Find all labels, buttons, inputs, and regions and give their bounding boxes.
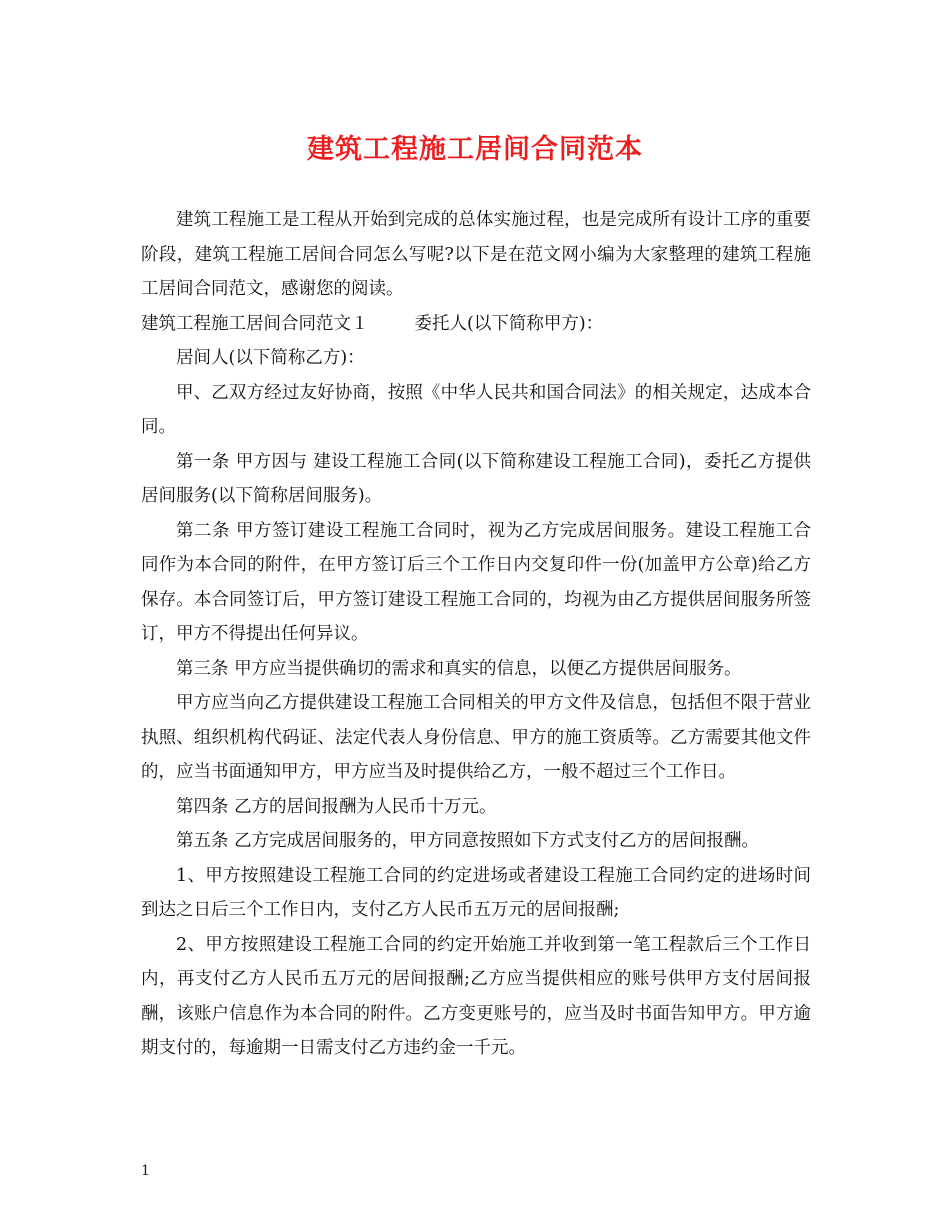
preamble-paragraph: 甲、乙双方经过友好协商，按照《中华人民共和国合同法》的相关规定，达成本合同。 xyxy=(141,382,811,437)
document-body xyxy=(141,203,811,1066)
article-5-item-1: 1、甲方按照建设工程施工合同的约定进场或者建设工程施工合同约定的进场时间到达之日后三个工作日内，支付乙方人民币五万元的居间报酬; xyxy=(141,865,811,920)
page-number: 1 xyxy=(141,1163,150,1179)
article-2: 第二条 甲方签订建设工程施工合同时，视为乙方完成居间服务。建设工程施工合同作为本合同的附件，在甲方签订后三个工作日内交复印件一份(加盖甲方公章)给乙方保存。本合同签订后，甲方签订建设工程施工合同的，均视为由乙方提供居间服务所签订，甲方不得提出任何异议。 xyxy=(141,520,811,644)
article-5: 第五条 乙方完成居间服务的，甲方同意按照如下方式支付乙方的居间报酬。 xyxy=(176,831,760,851)
article-4: 第四条 乙方的居间报酬为人民币十万元。 xyxy=(176,796,497,817)
agent-party-line: 居间人(以下简称乙方)： xyxy=(176,348,365,368)
article-1: 第一条 甲方因与 建设工程施工合同(以下简称建设工程施工合同)，委托乙方提供居间服务(以下简称居间服务)。 xyxy=(141,451,811,506)
section-heading-line xyxy=(141,307,811,342)
document-title: 建筑工程施工居间合同范本 xyxy=(307,134,643,165)
section-heading: 建筑工程施工居间合同范文１ xyxy=(141,313,369,334)
intro-paragraph: 建筑工程施工是工程从开始到完成的总体实施过程，也是完成所有设计工序的重要阶段，建筑工程施工居间合同怎么写呢?以下是在范文网小编为大家整理的建筑工程施工居间合同范文，感谢您的阅读。 xyxy=(141,210,811,299)
article-3-detail: 甲方应当向乙方提供建设工程施工合同相关的甲方文件及信息，包括但不限于营业执照、组织机构代码证、法定代表人身份信息、甲方的施工资质等。乙方需要其他文件的，应当书面通知甲方，甲方应当及时提供给乙方，一般不超过三个工作日。 xyxy=(141,693,811,782)
client-party-line: 委托人(以下简称甲方)： xyxy=(414,313,604,334)
article-5-item-2: 2、甲方按照建设工程施工合同的约定开始施工并收到第一笔工程款后三个工作日内，再支付乙方人民币五万元的居间报酬;乙方应当提供相应的账号供甲方支付居间报酬，该账户信息作为本合同的附件。乙方变更账号的，应当及时书面告知甲方。甲方逾期支付的，每逾期一日需支付乙方违约金一千元。 xyxy=(141,934,811,1058)
article-3: 第三条 甲方应当提供确切的需求和真实的信息，以便乙方提供居间服务。 xyxy=(176,658,742,679)
